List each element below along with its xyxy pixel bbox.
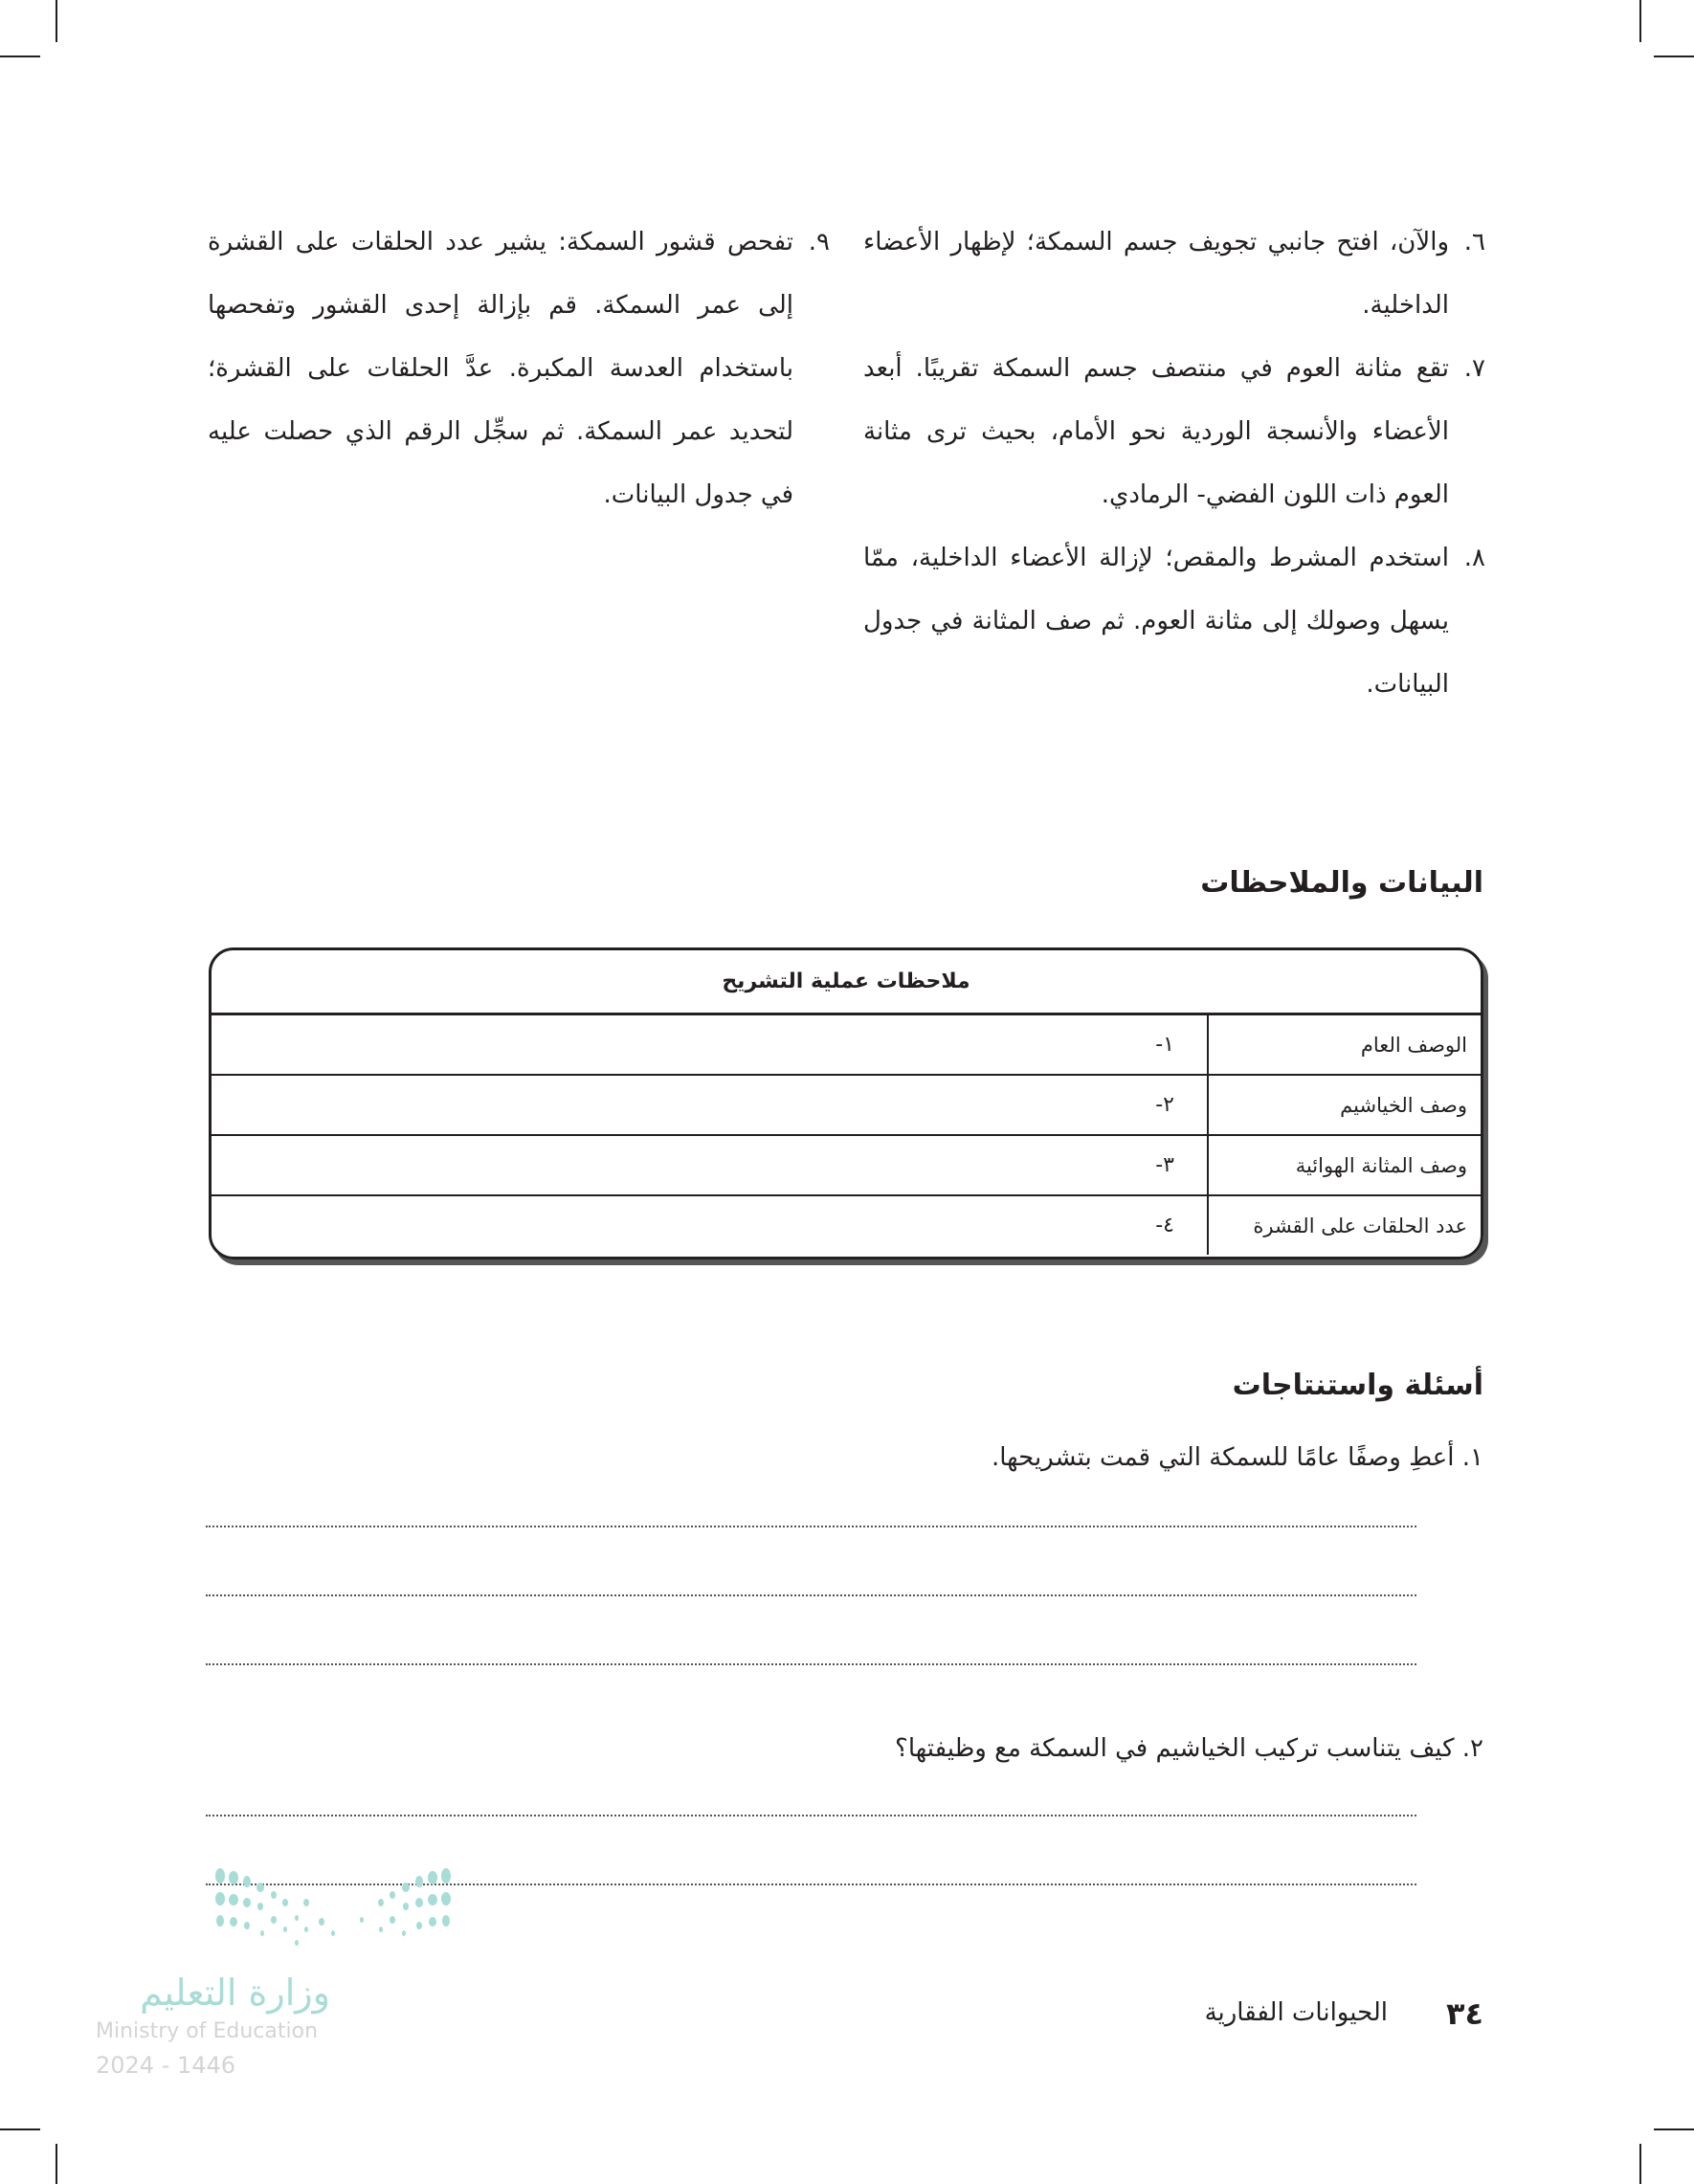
row-value[interactable]: ٣- — [1155, 1153, 1174, 1177]
answer-line[interactable] — [206, 1815, 1416, 1816]
crop-mark — [56, 0, 57, 42]
step-text: تفحص قشور السمكة: يشير عدد الحلقات على القشرة إلى عمر السمكة. قم بإزالة إحدى القشور وتفحصها باستخدام العدسة المكبرة. عدَّ الحلقات على القشرة؛ لتحديد عمر السمكة. ثم سجِّل الرقم الذي حصلت عليه في جدول البيانات. — [208, 228, 793, 509]
crop-mark — [1639, 0, 1641, 42]
step-number: ٨. — [1463, 544, 1485, 572]
page-number: ٣٤ — [1445, 1995, 1483, 2032]
steps-right-column — [863, 211, 1485, 716]
ministry-logo-icon — [209, 1866, 457, 1952]
step-number: ٧. — [1463, 354, 1485, 383]
row-label: وصف الخياشيم — [1207, 1076, 1481, 1134]
crop-mark — [0, 56, 40, 57]
table-row — [212, 1196, 1481, 1255]
watermark-year: 2024 - 1446 — [96, 2052, 236, 2079]
question-2: ٢. كيف يتناسب تركيب الخياشيم في السمكة مع وظيفتها؟ — [895, 1734, 1483, 1763]
step-item — [863, 211, 1485, 337]
step-number: ٩. — [808, 228, 830, 256]
watermark-arabic: وزارة التعليم — [140, 1972, 330, 2014]
observations-table — [209, 947, 1483, 1259]
step-text: والآن، افتح جانبي تجويف جسم السمكة؛ لإظهار الأعضاء الداخلية. — [863, 228, 1449, 320]
question-1: ١. أعطِ وصفًا عامًا للسمكة التي قمت بتشريحها. — [991, 1443, 1483, 1472]
row-label: عدد الحلقات على القشرة — [1207, 1196, 1481, 1255]
step-text: تقع مثانة العوم في منتصف جسم السمكة تقريبًا. أبعد الأعضاء والأنسجة الوردية نحو الأمام، بحيث ترى مثانة العوم ذات اللون الفضي- الرمادي. — [863, 354, 1449, 509]
table-row — [212, 1015, 1481, 1076]
table-row — [212, 1136, 1481, 1196]
row-label: وصف المثانة الهوائية — [1207, 1136, 1481, 1194]
crop-mark — [1654, 56, 1694, 57]
row-label: الوصف العام — [1207, 1015, 1481, 1074]
step-item — [208, 211, 830, 526]
answer-line[interactable] — [206, 1663, 1416, 1665]
row-value[interactable]: ٢- — [1155, 1093, 1174, 1117]
answer-line[interactable] — [206, 1526, 1416, 1527]
crop-mark — [1654, 2128, 1694, 2130]
step-item — [863, 526, 1485, 716]
table-row — [212, 1076, 1481, 1136]
steps-left-column — [208, 211, 830, 526]
answer-line[interactable] — [206, 1594, 1416, 1596]
crop-mark — [0, 2128, 40, 2130]
data-heading: البيانات والملاحظات — [1200, 866, 1483, 900]
row-value[interactable]: ٤- — [1155, 1214, 1174, 1237]
crop-mark — [56, 2144, 57, 2184]
step-text: استخدم المشرط والمقص؛ لإزالة الأعضاء الداخلية، ممّا يسهل وصولك إلى مثانة العوم. ثم صف المثانة في جدول البيانات. — [863, 544, 1449, 699]
step-item — [863, 337, 1485, 526]
crop-mark — [1639, 2144, 1641, 2184]
watermark-english: Ministry of Education — [96, 2019, 319, 2043]
step-number: ٦. — [1463, 228, 1485, 256]
questions-heading: أسئلة واستنتاجات — [1232, 1369, 1483, 1402]
row-value[interactable]: ١- — [1155, 1033, 1174, 1057]
table-title: ملاحظات عملية التشريح — [212, 950, 1481, 1015]
chapter-title: الحيوانات الفقارية — [1204, 1998, 1388, 2027]
